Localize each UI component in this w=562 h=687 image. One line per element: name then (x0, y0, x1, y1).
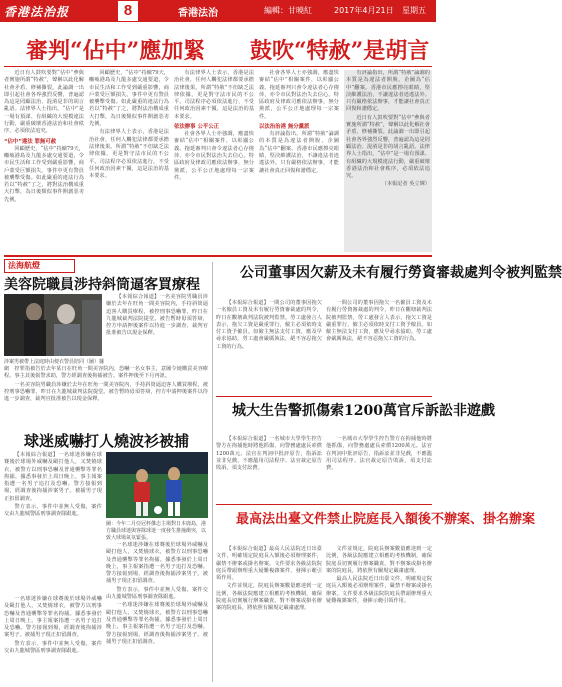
fan-story-headline: 球迷威嚇打人燒波衫被捕 (24, 432, 190, 450)
football-photo-caption: 圖：今年二月亞冠杯傑志主場對日本鹿島，港方職員球迷與客隊球迷一度發生推撞衝突，以致大球場氣氛緊張。 (106, 521, 207, 541)
salon-story-column-1 (106, 294, 208, 364)
column-tag: 法海航燈 (4, 259, 75, 273)
main-story-paragraph: 近日有人鼓吹要對“佔中”參與者實施所謂“特赦”，聲稱以此化解社會矛盾、修補撕裂。此論調一出即引起社會各界強烈反響，普遍認為這是罔顧法治、混淆是非的胡言亂語。法律界人士指出，“佔中”是一場有預謀、有組織的大規模違法行動，嚴重破壞香港法治和社會秩序，必須依法追究。 (346, 114, 430, 180)
main-story-paragraph: 社會各界人士亦強調，應盡快審結“佔中”相關案件，以彰顯公義。拖延審判只會令違法者心存僥倖，亦令市民對法治失去信心。特區政府及律政司應依法辦事，無分黨派，公平公正地處理每一宗案件。 (174, 131, 254, 181)
newspaper-logo: 香港法治报 (4, 5, 70, 19)
director-story-paragraph: 一間公司的董事因拖欠一名僱員工資及未有履行勞資審裁處的判令，昨日在觀塘裁判法院被判監禁。勞工處發言人表示，拖欠工資是嚴重罪行，僱主必須依時支付工資予僱員。如僱主無法支付工資，應及早尋求協助。勞工處會嚴厲執法，絕不容忍拖欠工資的行為。 (216, 300, 322, 350)
main-story-paragraph: 有評論指出，所謂“特赦”論調的本質是為違法者開脫，企圖為“佔中”翻案。香港市民應擦亮眼睛，堅決維護法治，不讓違法者逍遙法外。只有嚴格依法辦事，才能讓社會真正回復和諧穩定。 (259, 131, 339, 174)
main-story-subhead: 依法辦事 公平公正 (174, 124, 220, 131)
court-story-paragraph: 最高人民法院近日出臺文件，明確規定院庭長入額後必須辦理案件，嚴禁不辦案或掛名辦案。文件要求各級法院院庭長帶頭辦理重大疑難複雜案件，發揮示範引領作用。 (326, 576, 432, 605)
story-divider (216, 504, 432, 505)
main-story-paragraph: 回顧歷史，“佔中”持續79天，癱瘓港島及九龍多處交通要道，令市民生活和工作受到嚴重影響，商戶蒙受巨額損失。事件中更有警員被襲擊受傷。如此嚴重的違法行為若以“特赦”了之，將對法治構成重大打擊，為日後類似事件開創惡劣先例。 (4, 145, 84, 203)
cityu-story-column-2 (326, 436, 432, 500)
fan-story-paragraph: 一名球迷涉嫌在球賽後於球場外威嚇及毆打他人，又焚燒球衣，被警方以刑事恐嚇及普通襲擊等罪名拘捕。據悉事發於上周日晚上，事主報案指遭一名男子追打及恐嚇。警方接報到場，經調查後拘捕涉案男子。被捕男子現正扣留調查。 (106, 542, 208, 585)
court-story-column-1 (216, 546, 322, 682)
editor-credit: 編輯：甘曉紅 (264, 6, 312, 15)
issue-date: 2017年4月21日 (334, 6, 394, 15)
salon-story-paragraph: 一名美容院男職員涉嫌於去年在旺角一間美容院內，手持斜筒逼迫客人購買療程，被控刑事恐嚇罪，昨日在九龍城裁判法院提堂。被告暫時毋須答辯，控方申請押後案件以待進一步調查，裁判官批准被告以現金保釋。 (106, 294, 208, 337)
main-story-column-4 (259, 70, 339, 252)
cityu-story-paragraph: 一名城市大學學生控告警方在拘捕他時將他抓傷，向警務處處長索償1200萬元。法官在判詞中批評原告，指訴訟並非兒戲，不應濫用司法程序。法官裁定原告敗訴，須支付訟費。 (326, 436, 432, 472)
main-story-paragraph: 有評論指出，所謂“特赦”論調的本質是為違法者開脫，企圖為“佔中”翻案。香港市民應擦亮眼睛，堅決維護法治，不讓違法者逍遙法外。只有嚴格依法辦事，才能讓社會真正回復和諧穩定。 (346, 70, 430, 113)
football-photo (106, 452, 208, 518)
salon-story-paragraph: 控罪指被告於去年某日在旺角一間美容院內，恐嚇一名女事主，意圖令她購買美容療程。事主其後報警求助，警方經調查後拘捕被告。案件押後至下月再訊。 (4, 366, 208, 380)
fan-story-column-3 (4, 596, 102, 682)
main-story-byline: （本報記者 吳立輝） (381, 181, 430, 188)
court-story-column-2 (326, 546, 432, 682)
fan-story-paragraph: 一名球迷涉嫌在球賽後於球場外威嚇及毆打他人，又焚燒球衣，被警方以刑事恐嚇及普通襲擊等罪名拘捕。據悉事發於上周日晚上，事主報案指遭一名男子追打及恐嚇。警方接報到場，經調查後拘捕涉案男子。被捕男子現正扣留調查。 (106, 602, 208, 645)
fan-story-paragraph: 一名球迷涉嫌在球賽後於球場外威嚇及毆打他人，又焚燒球衣，被警方以刑事恐嚇及普通襲擊等罪名拘捕。據悉事發於上周日晚上，事主報案指遭一名男子追打及恐嚇。警方接報到場，經調查後拘捕涉案男子。被捕男子現正扣留調查。 (4, 452, 102, 502)
main-story-paragraph: 有法律界人士表示，香港是法治社會，任何人觸犯法律都要承擔法律後果。所謂“特赦”不但缺乏法律依據，更是對守法市民的不公平。司法程序必須依法進行，不受任何政治因素干擾，這是法治的基本要求。 (174, 70, 254, 120)
main-story-column-2 (89, 70, 169, 252)
court-story-paragraph: 最高人民法院近日出臺文件，明確規定院庭長入額後必須辦理案件，嚴禁不辦案或掛名辦案。文件要求各級法院院庭長帶頭辦理重大疑難複雜案件，發揮示範引領作用。 (216, 546, 322, 582)
director-story-column-1 (216, 300, 322, 392)
cityu-story-byline: 【本報綜合報道】 (226, 436, 269, 442)
director-story-column-2 (326, 300, 432, 392)
director-story-headline: 公司董事因欠薪及未有履行勞資審裁處判令被判監禁 (240, 265, 562, 281)
fan-story-paragraph: 一名球迷涉嫌在球賽後於球場外威嚇及毆打他人，又焚燒球衣，被警方以刑事恐嚇及普通襲擊等罪名拘捕。據悉事發於上周日晚上，事主報案指遭一名男子追打及恐嚇。警方接報到場，經調查後拘捕涉案男子。被捕男子現正扣留調查。 (4, 596, 102, 639)
salon-story-column-2 (4, 366, 208, 424)
main-story-subhead: 以法治治港 無分黨派 (259, 124, 310, 131)
fan-story-paragraph: 警方表示，事件中並無人受傷，案件交由九龍城警區刑事調查隊跟進。 (4, 504, 102, 518)
main-story-paragraph: 有法律界人士表示，香港是法治社會，任何人觸犯法律都要承擔法律後果。所謂“特赦”不但缺乏法律依據，更是對守法市民的不公平。司法程序必須依法進行，不受任何政治因素干擾，這是法治的基本要求。 (89, 129, 169, 180)
court-story-headline: 最高法出臺文件禁止院庭長入額後不辦案、掛名辦案 (236, 512, 536, 527)
headline-rule (4, 66, 432, 67)
main-story-paragraph: 社會各界人士亦強調，應盡快審結“佔中”相關案件，以彰顯公義。拖延審判只會令違法者心存僥倖，亦令市民對法治失去信心。特區政府及律政司應依法辦事，無分黨派，公平公正地處理每一宗案件。 (259, 70, 339, 120)
cityu-story-paragraph: 一名城市大學學生控告警方在拘捕他時將他抓傷，向警務處處長索償1200萬元。法官在判詞中批評原告，指訴訟並非兒戲，不應濫用司法程序。法官裁定原告敗訴，須支付訟費。 (216, 436, 322, 472)
salon-story-byline: 【本報綜合報道】 (116, 294, 160, 300)
fan-story-paragraph: 警方表示，事件中並無人受傷，案件交由九龍城警區刑事調查隊跟進。 (4, 640, 102, 655)
main-story-column-5 (344, 70, 432, 252)
page-number: 8 (118, 1, 138, 21)
court-story-byline: 【本報綜合報道】 (226, 546, 269, 552)
court-photo (4, 294, 102, 356)
main-story-paragraph: 近日有人鼓吹要對“佔中”參與者實施所謂“特赦”，聲稱以此化解社會矛盾、修補撕裂。此論調一出即引起社會各界強烈反響，普遍認為這是罔顧法治、混淆是非的胡言亂語。法律界人士指出，“佔中”是一場有預謀、有組織的大規模違法行動，嚴重破壞香港法治和社會秩序，必須依法追究。 (4, 70, 84, 135)
salon-story-paragraph: 一名美容院男職員涉嫌於去年在旺角一間美容院內，手持斜筒逼迫客人購買療程，被控刑事恐嚇罪，昨日在九龍城裁判法院提堂。被告暫時毋須答辯，控方申請押後案件以待進一步調查，裁判官批准被告以現金保釋。 (4, 381, 208, 403)
section-title: 香港法治 (178, 8, 218, 19)
court-story-paragraph: 文件並規定，院庭長辦案數量應達到一定比例，各級法院應建立相應的考核機制，確保院庭長切實履行辦案職責。對不辦案或掛名辦案的院庭長，將依照有關規定嚴肅處理。 (216, 583, 322, 612)
main-story-column-1 (4, 70, 84, 252)
fan-story-byline: 【本報綜合報道】 (14, 452, 59, 458)
main-headline-right: 鼓吹“特赦”是胡言 (250, 38, 430, 64)
fan-story-column-1 (4, 452, 102, 592)
court-photo-caption: 涉案男被帶上法庭時由便衣警員陪同（圖）據網 (4, 359, 105, 372)
main-story-paragraph: 回顧歷史，“佔中”持續79天，癱瘓港島及九龍多處交通要道，令市民生活和工作受到嚴重影響，商戶蒙受巨額損失。事件中更有警員被襲擊受傷。如此嚴重的違法行為若以“特赦”了之，將對法治構成重大打擊，為日後類似事件開創惡劣先例。 (89, 70, 169, 128)
cityu-story-headline: 城大生告警抓傷索1200萬官斥訴訟非遊戲 (232, 403, 495, 419)
cityu-story-column-1 (216, 436, 322, 500)
salon-story-headline: 美容院職員涉持斜筒逼客買療程 (4, 277, 200, 293)
fan-story-column-2 (106, 542, 208, 682)
issue-weekday: 星期五 (402, 6, 426, 15)
main-story-column-3 (174, 70, 254, 252)
court-story-paragraph: 文件並規定，院庭長辦案數量應達到一定比例，各級法院應建立相應的考核機制，確保院庭長切實履行辦案職責。對不辦案或掛名辦案的院庭長，將依照有關規定嚴肅處理。 (326, 546, 432, 574)
fan-story-paragraph: 警方表示，事件中並無人受傷，案件交由九龍城警區刑事調查隊跟進。 (106, 586, 208, 601)
director-story-paragraph: 一間公司的董事因拖欠一名僱員工資及未有履行勞資審裁處的判令，昨日在觀塘裁判法院被判監禁。勞工處發言人表示，拖欠工資是嚴重罪行，僱主必須依時支付工資予僱員。如僱主無法支付工資，應及早尋求協助。勞工處會嚴厲執法，絕不容忍拖欠工資的行為。 (326, 300, 432, 343)
director-story-byline: 【本報綜合報道】 (226, 300, 269, 306)
main-story-subhead: “佔中”違法 罪無可赦 (4, 138, 57, 145)
column-divider (212, 262, 213, 682)
section-divider (4, 255, 432, 257)
story-divider (216, 396, 432, 397)
main-headline-left: 審判“佔中”應加緊 (26, 38, 206, 64)
